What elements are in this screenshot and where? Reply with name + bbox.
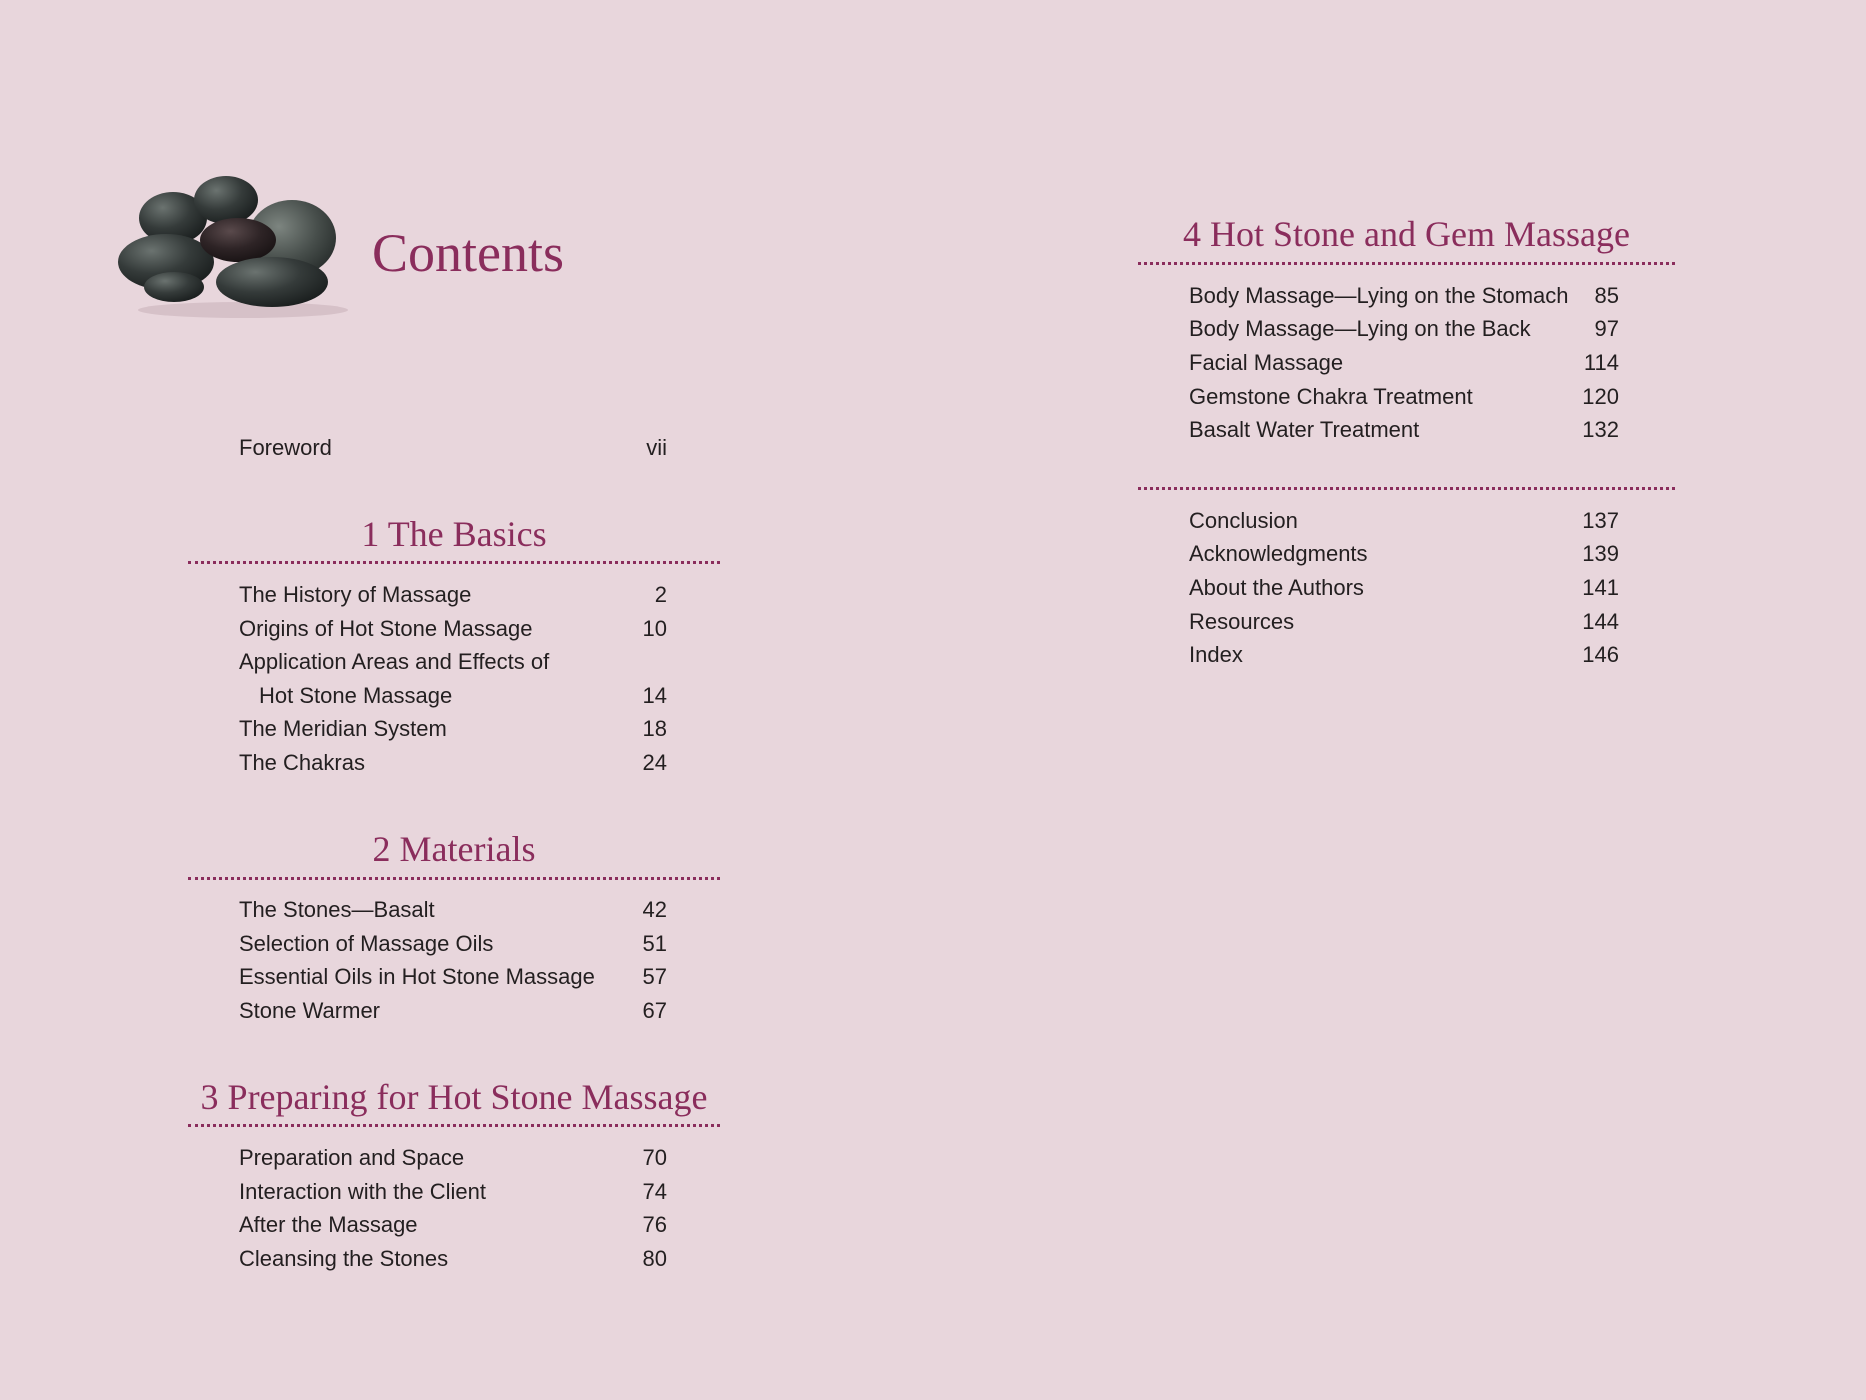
entry-page: 67 bbox=[642, 998, 667, 1023]
entry-page: 137 bbox=[1582, 508, 1619, 533]
toc-entry[interactable] bbox=[1189, 638, 1619, 672]
entry-page: 139 bbox=[1582, 541, 1619, 566]
entry-title-continuation: Hot Stone Massage bbox=[259, 683, 453, 708]
entry-title: Origins of Hot Stone Massage bbox=[239, 616, 533, 641]
entry-title: Interaction with the Client bbox=[239, 1179, 487, 1204]
page-title: Contents bbox=[372, 223, 565, 283]
entry-title: Stone Warmer bbox=[239, 998, 381, 1023]
entry-title: Index bbox=[1189, 642, 1243, 667]
entry-title: Application Areas and Effects of bbox=[239, 649, 550, 674]
toc-entry[interactable] bbox=[239, 1208, 667, 1242]
chapter-3-heading: 3 Preparing for Hot Stone Massage bbox=[200, 1077, 708, 1117]
entry-page: 74 bbox=[642, 1179, 667, 1204]
entry-page: 18 bbox=[642, 716, 667, 741]
chapter-1-heading: 1 The Basics bbox=[361, 514, 547, 554]
toc-entry[interactable] bbox=[239, 746, 667, 780]
entry-page: 146 bbox=[1582, 642, 1619, 667]
toc-entry[interactable] bbox=[1189, 571, 1619, 605]
entry-title: Foreword bbox=[239, 435, 332, 460]
entry-page: 97 bbox=[1594, 316, 1619, 341]
entry-page: 144 bbox=[1582, 609, 1619, 634]
entry-page: 76 bbox=[642, 1212, 667, 1237]
toc-entry[interactable] bbox=[239, 645, 667, 679]
toc-entry[interactable] bbox=[239, 712, 667, 746]
chapter-4-heading: 4 Hot Stone and Gem Massage bbox=[1183, 214, 1630, 254]
chapter-divider bbox=[1138, 262, 1675, 265]
toc-entry[interactable] bbox=[239, 960, 667, 994]
toc-entry[interactable] bbox=[1189, 537, 1619, 571]
entry-page: 14 bbox=[642, 683, 667, 708]
entry-title: Acknowledgments bbox=[1189, 541, 1368, 566]
toc-entry[interactable] bbox=[239, 927, 667, 961]
toc-entry[interactable] bbox=[1189, 504, 1619, 538]
chapter-divider bbox=[188, 561, 720, 564]
toc-entry[interactable] bbox=[1189, 346, 1619, 380]
chapter-divider bbox=[188, 877, 720, 880]
entry-title: Conclusion bbox=[1189, 508, 1298, 533]
entry-title: The History of Massage bbox=[239, 582, 472, 607]
toc-entry-continuation[interactable] bbox=[239, 679, 667, 713]
entry-title: Basalt Water Treatment bbox=[1189, 417, 1420, 442]
entry-title: Preparation and Space bbox=[239, 1145, 465, 1170]
entry-title: The Chakras bbox=[239, 750, 365, 775]
entry-page: 10 bbox=[642, 616, 667, 641]
entry-page: 85 bbox=[1594, 283, 1619, 308]
entry-title: Cleansing the Stones bbox=[239, 1246, 449, 1271]
toc-entry[interactable] bbox=[1189, 413, 1619, 447]
back-matter-divider bbox=[1138, 487, 1675, 490]
chapter-2-heading: 2 Materials bbox=[372, 829, 536, 869]
toc-entry[interactable] bbox=[1189, 605, 1619, 639]
entry-page: 80 bbox=[642, 1246, 667, 1271]
entry-page: 114 bbox=[1583, 350, 1619, 375]
entry-page: 70 bbox=[642, 1145, 667, 1170]
entry-title: Body Massage—Lying on the Back bbox=[1189, 316, 1531, 341]
entry-title: Resources bbox=[1189, 609, 1295, 634]
toc-entry[interactable] bbox=[239, 1141, 667, 1175]
toc-entry[interactable] bbox=[239, 1175, 667, 1209]
entry-title: Selection of Massage Oils bbox=[239, 931, 494, 956]
toc-entry[interactable] bbox=[1189, 380, 1619, 414]
stones-illustration bbox=[118, 170, 358, 320]
entry-title: Body Massage—Lying on the Stomach bbox=[1189, 283, 1569, 308]
entry-title: About the Authors bbox=[1189, 575, 1364, 600]
toc-entry[interactable] bbox=[239, 1242, 667, 1276]
toc-entry[interactable] bbox=[239, 578, 667, 612]
entry-page: 2 bbox=[654, 582, 667, 607]
entry-title: The Stones—Basalt bbox=[239, 897, 435, 922]
toc-entry[interactable] bbox=[239, 612, 667, 646]
entry-page: 24 bbox=[642, 750, 667, 775]
chapter-divider bbox=[188, 1124, 720, 1127]
entry-title: Essential Oils in Hot Stone Massage bbox=[239, 964, 595, 989]
entry-title: The Meridian System bbox=[239, 716, 447, 741]
toc-entry-foreword[interactable] bbox=[239, 431, 667, 465]
entry-page: 42 bbox=[642, 897, 667, 922]
toc-entry[interactable] bbox=[239, 994, 667, 1028]
entry-page: 51 bbox=[642, 931, 667, 956]
entry-title: After the Massage bbox=[239, 1212, 418, 1237]
toc-entry[interactable] bbox=[239, 893, 667, 927]
entry-page: 57 bbox=[642, 964, 667, 989]
entry-title: Gemstone Chakra Treatment bbox=[1189, 384, 1473, 409]
entry-page: 132 bbox=[1582, 417, 1619, 442]
toc-entry[interactable] bbox=[1189, 279, 1619, 313]
entry-page: 120 bbox=[1582, 384, 1619, 409]
entry-page: vii bbox=[646, 435, 667, 460]
entry-page: 141 bbox=[1582, 575, 1619, 600]
entry-title: Facial Massage bbox=[1189, 350, 1344, 375]
toc-entry[interactable] bbox=[1189, 312, 1619, 346]
